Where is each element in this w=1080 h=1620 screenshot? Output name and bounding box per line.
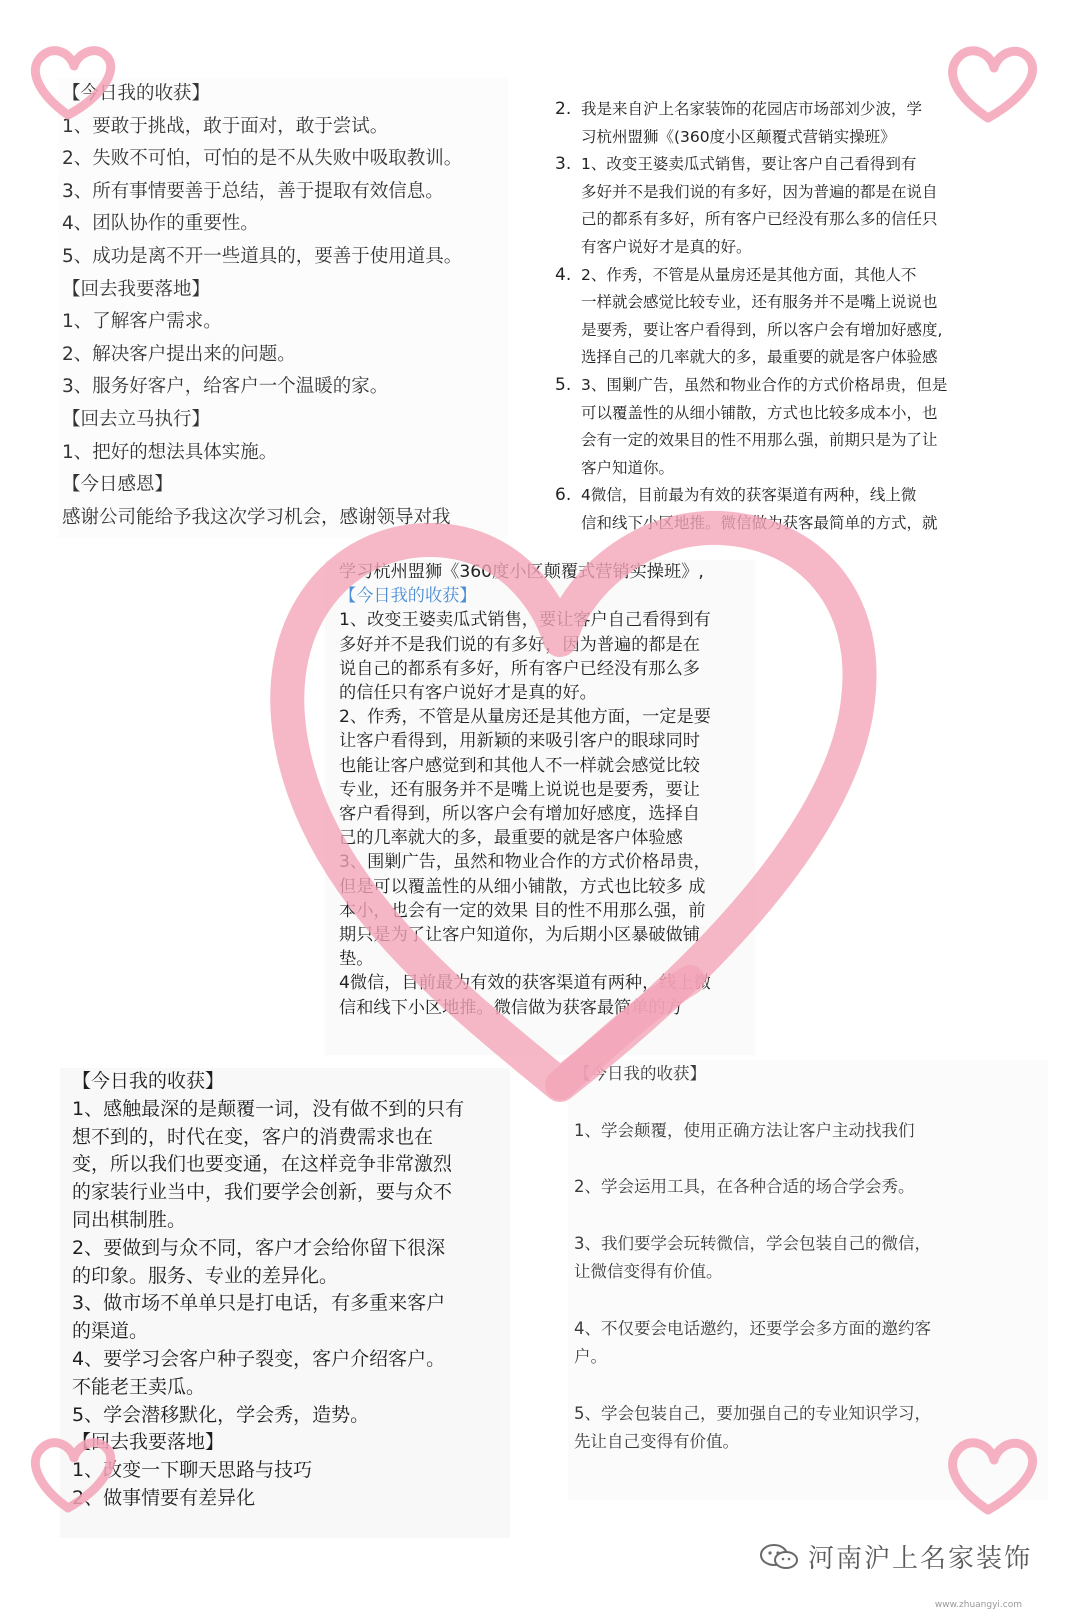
note-line: 1、改变一下聊天思路与技巧 xyxy=(72,1459,313,1482)
cropped-edge xyxy=(555,78,1025,96)
item-number: 2. xyxy=(555,99,572,119)
note-line: 1、把好的想法具体实施。 xyxy=(62,441,278,463)
note-line: 【今日我的收获】 xyxy=(72,1070,225,1092)
numbered-item xyxy=(555,96,1025,151)
note-line: 的信任只有客户说好才是真的好。 xyxy=(339,683,597,704)
note-line: 2、做事情要有差异化 xyxy=(72,1486,256,1509)
note-line: 1、要敢于挑战，敢于面对，敢于尝试。 xyxy=(62,115,389,137)
note-line: 己的都系有多好，所有客户已经没有那么多的信任只 xyxy=(581,210,938,229)
numbered-item xyxy=(555,482,1025,537)
note-line: 但是可以覆盖性的从细小铺散，方式也比较多 成 xyxy=(339,876,706,897)
note-line: 信和线下小区地推。微信做为获客最简单的方式，就 xyxy=(581,513,938,532)
note-line: 【回去立马执行】 xyxy=(62,408,211,430)
note-line: 4、不仅要会电话邀约，还要学会多方面的邀约客 xyxy=(574,1318,931,1338)
note-line: 本小，也会有一定的效果 目的性不用那么强，前 xyxy=(339,900,706,921)
note-line: 专业，还有服务并不是嘴上说说也是要秀，要让 xyxy=(339,779,700,800)
top-right-note-panel xyxy=(555,78,1025,538)
note-line: 3、我们要学会玩转微信，学会包装自己的微信， xyxy=(574,1233,931,1253)
note-line: 垫。 xyxy=(339,949,374,970)
note-line: 1、改变王婆卖瓜式销售，要让客户自己看得到有 xyxy=(339,610,711,631)
note-line: 4、团队协作的重要性。 xyxy=(62,213,259,235)
note-line: 客户知道你。 xyxy=(581,458,675,477)
note-line: 3、围剿广告，虽然和物业合作的方式价格昂贵，但是 xyxy=(581,375,948,394)
item-number: 3. xyxy=(555,154,572,175)
note-line: 习杭州盟狮《(360度小区颠覆式营销实操班》 xyxy=(581,127,896,146)
middle-note-panel xyxy=(325,560,755,1055)
note-line: 1、了解客户需求。 xyxy=(62,311,222,333)
note-line: 2、失败不可怕，可怕的是不从失败中吸取教训。 xyxy=(62,148,463,170)
note-line: 【回去我要落地】 xyxy=(72,1431,225,1454)
note-line: 2、学会运用工具，在各种合适的场合学会秀。 xyxy=(574,1177,915,1196)
note-line: 2、解决客户提出来的问题。 xyxy=(62,343,296,365)
note-line: 可以覆盖性的从细小铺散，方式也比较多成本小，也 xyxy=(581,403,938,422)
note-line: 【回去我要落地】 xyxy=(62,278,211,300)
note-line: 的印象。服务、专业的差异化。 xyxy=(72,1264,339,1287)
note-line: 户。 xyxy=(574,1347,607,1366)
note-line: 的家装行业当中，我们要学会创新，要与众不 xyxy=(72,1181,453,1204)
note-line: 变，所以我们也要变通，在这样竞争非常激烈 xyxy=(72,1153,453,1176)
note-line: 【今日感恩】 xyxy=(62,474,174,496)
note-line: 4、要学习会客户种子裂变，客户介绍客户。 xyxy=(72,1347,446,1370)
note-line: 不能老王卖瓜。 xyxy=(72,1375,206,1398)
note-line: 1、改变王婆卖瓜式销售，要让客户自己看得到有 xyxy=(581,155,917,174)
watermark-text: 河南沪上名家装饰 xyxy=(807,1544,1032,1574)
note-line: 让客户看得到，用新颖的来吸引客户的眼球同时 xyxy=(339,731,700,752)
note-line: 2、作秀，不管是从量房还是其他方面，其他人不 xyxy=(581,265,917,284)
note-line: 4微信，目前最为有效的获客渠道有两种，线上微 xyxy=(339,973,711,994)
note-line: 有客户说好才是真的好。 xyxy=(581,237,752,256)
note-line: 多好并不是我们说的有多好，因为普遍的都是在 xyxy=(339,634,700,655)
top-left-note-panel xyxy=(58,78,508,538)
note-line: 1、学会颠覆，使用正确方法让客户主动找我们 xyxy=(574,1120,915,1140)
note-line: 选择自己的几率就大的多，最重要的就是客户体验感 xyxy=(581,348,938,367)
watermark-url: www.zhuangyi.com xyxy=(934,1600,1022,1610)
wechat-icon xyxy=(758,1542,800,1572)
watermark xyxy=(758,1538,1032,1575)
note-line: 客户看得到，所以客户会有增加好感度，选择自 xyxy=(339,804,700,825)
bottom-left-note-panel xyxy=(60,1068,510,1538)
item-number: 6. xyxy=(555,485,572,506)
note-line: 3、围剿广告，虽然和物业合作的方式价格昂贵， xyxy=(339,852,711,873)
note-line: 信和线下小区地推。微信做为获客最简单的方 xyxy=(339,997,683,1018)
item-number: 5. xyxy=(555,374,572,395)
numbered-item xyxy=(555,151,1025,261)
item-number: 4. xyxy=(555,264,572,285)
note-line: 我是来自沪上名家装饰的花园店市场部刘少波，学 xyxy=(581,100,923,118)
bottom-right-note-panel xyxy=(568,1060,1048,1500)
note-line: 己的几率就大的多，最重要的就是客户体验感 xyxy=(339,828,683,849)
note-heading: 【今日我的收获】 xyxy=(574,1064,706,1083)
note-line: 感谢公司能给予我这次学习机会，感谢领导对我 xyxy=(62,506,451,528)
numbered-item xyxy=(555,262,1025,372)
note-line: 2、要做到与众不同，客户才会给你留下很深 xyxy=(72,1236,446,1259)
note-line: 4微信，目前最为有效的获客渠道有两种，线上微 xyxy=(581,486,917,505)
note-line: 先让自己变得有价值。 xyxy=(574,1432,739,1451)
note-line: 会有一定的效果目的性不用那么强，前期只是为了让 xyxy=(581,431,938,450)
note-heading: 【今日我的收获】 xyxy=(339,586,477,607)
note-line: 多好并不是我们说的有多好，因为普遍的都是在说自 xyxy=(581,182,938,201)
note-line: 3、做市场不单单只是打电话，有多重来客户 xyxy=(72,1292,446,1315)
note-line: 学习杭州盟狮《360度小区颠覆式营销实操班》, xyxy=(339,562,704,582)
note-line: 3、所有事情要善于总结，善于提取有效信息。 xyxy=(62,180,444,202)
note-line: 让微信变得有价值。 xyxy=(574,1262,723,1281)
note-line: 也能让客户感觉到和其他人不一样就会感觉比较 xyxy=(339,755,700,776)
note-line: 说自己的都系有多好，所有客户已经没有那么多 xyxy=(339,658,700,679)
note-line: 【今日我的收获】 xyxy=(62,83,211,104)
note-line: 2、作秀，不管是从量房还是其他方面，一定是要 xyxy=(339,707,711,728)
note-line: 1、感触最深的是颠覆一词，没有做不到的只有 xyxy=(72,1097,465,1120)
note-line: 5、学会潜移默化，学会秀，造势。 xyxy=(72,1403,370,1426)
note-line: 5、成功是离不开一些道具的，要善于使用道具。 xyxy=(62,245,463,267)
note-line: 5、学会包装自己，要加强自己的专业知识学习， xyxy=(574,1403,931,1423)
note-line: 是要秀，要让客户看得到，所以客户会有增加好感度, xyxy=(581,320,943,339)
note-line: 的渠道。 xyxy=(72,1320,149,1343)
note-line: 期只是为了让客户知道你，为后期小区暴破做铺 xyxy=(339,925,700,946)
note-line: 一样就会感觉比较专业，还有服务并不是嘴上说说也 xyxy=(581,293,938,312)
numbered-item xyxy=(555,372,1025,482)
note-line: 同出棋制胜。 xyxy=(72,1208,187,1231)
note-line: 想不到的，时代在变，客户的消费需求也在 xyxy=(72,1125,434,1148)
note-line: 3、服务好客户，给客户一个温暖的家。 xyxy=(62,376,389,398)
